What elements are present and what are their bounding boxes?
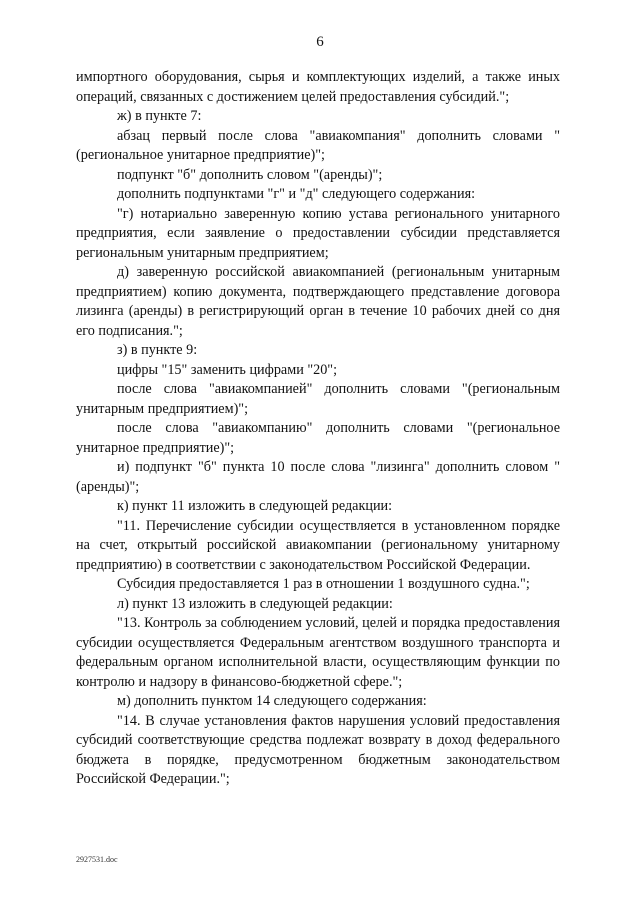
- document-body: [76, 68, 560, 790]
- paragraph: подпункт "б" дополнить словом "(аренды)";: [117, 166, 383, 183]
- paragraph: после слова "авиакомпанию" дополнить словами "(региональное унитарное предприятие)";: [76, 420, 560, 456]
- paragraph: "11. Перечисление субсидии осуществляется в установленном порядке на счет, открытый российской авиакомпании (региональному унитарному предприятию) в соответствии с законодательством Российской Федерации.: [76, 517, 560, 573]
- paragraph: импортного оборудования, сырья и комплектующих изделий, а также иных операций, связанных с достижением целей предоставления субсидий.";: [76, 69, 560, 105]
- paragraph: цифры "15" заменить цифрами "20";: [117, 361, 338, 378]
- paragraph: м) дополнить пунктом 14 следующего содержания:: [117, 693, 427, 709]
- paragraph: "14. В случае установления фактов нарушения условий предоставления субсидий соответствующие средства подлежат возврату в доход федерального бюджета в порядке, предусмотренном бюджетным законодательством Российской Федерации.";: [76, 712, 560, 787]
- paragraph: к) пункт 11 изложить в следующей редакции:: [117, 498, 393, 514]
- page-number: 6: [316, 34, 324, 50]
- paragraph: ж) в пункте 7:: [117, 108, 202, 124]
- paragraph: л) пункт 13 изложить в следующей редакции:: [117, 595, 393, 612]
- paragraph: Субсидия предоставляется 1 раз в отношении 1 воздушного судна.";: [117, 576, 530, 592]
- paragraph: абзац первый после слова "авиакомпания" дополнить словами "(региональное унитарное предприятие)";: [76, 127, 560, 163]
- document-file-id: 2927531.doc: [76, 855, 118, 864]
- paragraph: з) в пункте 9:: [117, 342, 198, 358]
- paragraph: "13. Контроль за соблюдением условий, целей и порядка предоставления субсидии осуществляется Федеральным агентством воздушного транспорта и федеральным органом исполнительной власти, осуществляющим функции по контролю и надзору в финансово-бюджетной сфере.";: [76, 615, 560, 690]
- paragraph: "г) нотариально заверенную копию устава регионального унитарного предприятия, если заявление о предоставлении субсидии представляется региональным унитарным предприятием;: [76, 205, 560, 261]
- paragraph: дополнить подпунктами "г" и "д" следующего содержания:: [117, 186, 476, 202]
- paragraph: и) подпункт "б" пункта 10 после слова "лизинга" дополнить словом "(аренды)";: [76, 459, 560, 495]
- paragraph: после слова "авиакомпанией" дополнить словами "(региональным унитарным предприятием)";: [76, 381, 560, 417]
- paragraph: д) заверенную российской авиакомпанией (региональным унитарным предприятием) копию документа, подтверждающего представление договора лизинга (аренды) в регистрирующий орган в течение 10 рабочих дней со дня его подписания.";: [76, 264, 560, 339]
